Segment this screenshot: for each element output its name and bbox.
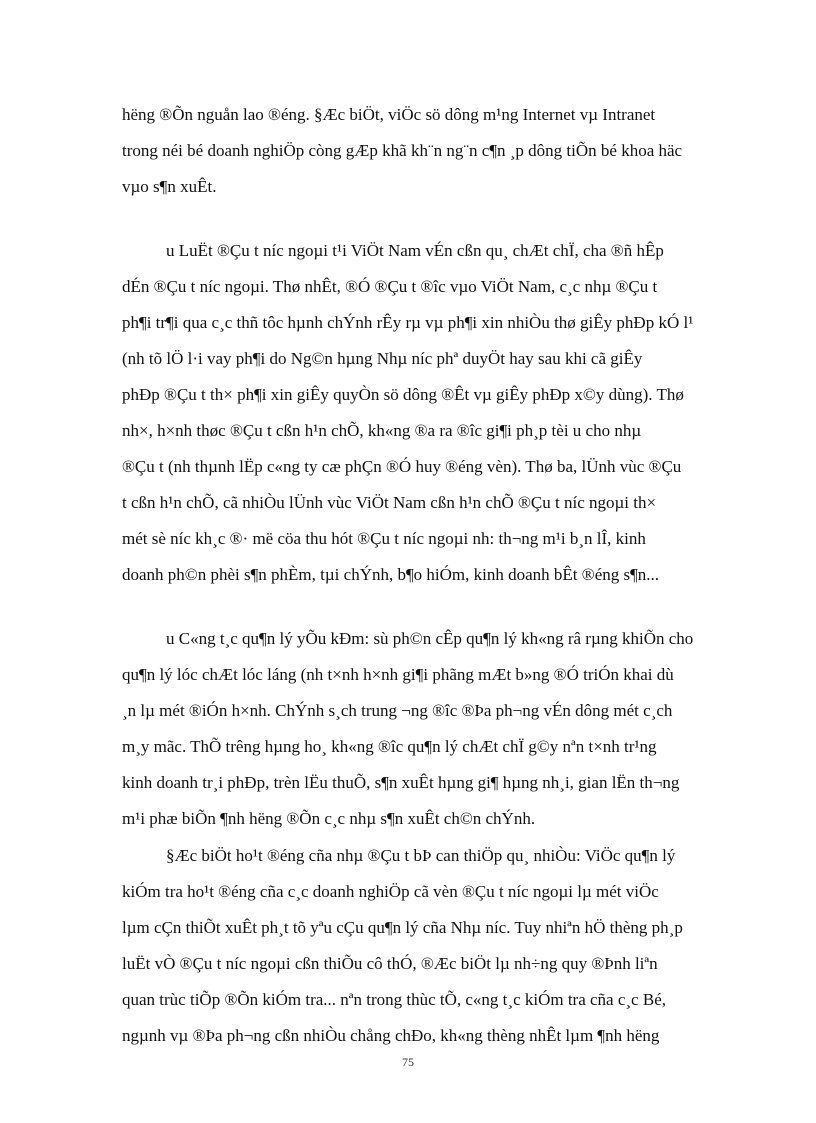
page-number: 75 xyxy=(402,1055,414,1069)
text-line: phÐp ®Çu t th× ph¶i xin giÊy quyÒn sö dông ®Êt vµ giÊy phÐp x©y dùng). Thø xyxy=(122,385,684,404)
text-line: m¹i phæ biÕn ¶nh hëng ®Õn c¸c nhµ s¶n xuÊt ch©n chÝnh. xyxy=(122,809,536,828)
text-line: lµm cÇn thiÕt xuÊt ph¸t tõ yªu cÇu qu¶n lý cña Nhµ níc. Tuy nhiªn hÖ thèng ph¸p xyxy=(122,918,683,937)
text-line: trong néi bé doanh nghiÖp còng gÆp khã kh¨n ng¨n c¶n ¸p dông tiÕn bé khoa häc xyxy=(122,141,683,160)
text-line: u C«ng t¸c qu¶n lý yÕu kÐm: sù ph©n cÊp qu¶n lý kh«ng râ rµng khiÕn cho xyxy=(166,629,694,648)
text-line: hëng ®Õn nguån lao ®éng. §Æc biÖt, viÖc sö dông m¹ng Internet vµ Intranet xyxy=(122,105,656,124)
text-line: vµo s¶n xuÊt. xyxy=(122,177,217,196)
text-line: dÉn ®Çu t níc ngoµi. Thø nhÊt, ®Ó ®Çu t ®îc vµo ViÖt Nam, c¸c nhµ ®Çu t xyxy=(122,277,658,296)
text-line: ®Çu t (nh thµnh lËp c«ng ty cæ phÇn ®Ó huy ®éng vèn). Thø ba, lÜnh vùc ®Çu xyxy=(122,457,682,476)
text-line: (nh tõ lÖ l·i vay ph¶i do Ng©n hµng Nhµ níc phª duyÖt hay sau khi cã giÊy xyxy=(122,349,643,368)
text-line: kinh doanh tr¸i phÐp, trèn lËu thuÕ, s¶n xuÊt hµng gi¶ hµng nh¸i, gian lËn th¬ng xyxy=(122,773,680,792)
text-line: §Æc biÖt ho¹t ®éng cña nhµ ®Çu t bÞ can thiÖp qu¸ nhiÒu: ViÖc qu¶n lý xyxy=(166,846,676,865)
text-line: m¸y mãc. ThÕ trêng hµng ho¸ kh«ng ®îc qu¶n lý chÆt chÏ g©y nªn t×nh tr¹ng xyxy=(122,737,657,756)
text-line: ngµnh vµ ®Þa ph¬ng cßn nhiÒu chång chÐo, kh«ng thèng nhÊt lµm ¶nh hëng xyxy=(122,1026,660,1045)
text-line: ph¶i tr¶i qua c¸c thñ tôc hµnh chÝnh rÊy rµ vµ ph¶i xin nhiÒu thø giÊy phÐp kÓ l¹ xyxy=(122,313,694,332)
text-line: kiÓm tra ho¹t ®éng cña c¸c doanh nghiÖp cã vèn ®Çu t níc ngoµi lµ mét viÖc xyxy=(122,882,659,901)
text-line: luËt vÒ ®Çu t níc ngoµi cßn thiÕu cô thÓ, ®Æc biÖt lµ nh÷ng quy ®Þnh liªn xyxy=(122,954,658,973)
text-line: quan trùc tiÕp ®Õn kiÓm tra... nªn trong thùc tÕ, c«ng t¸c kiÓm tra cña c¸c Bé, xyxy=(122,990,666,1009)
text-line: ¸n lµ mét ®iÓn h×nh. ChÝnh s¸ch trung ¬ng ®îc ®Þa ph¬ng vÉn dông mét c¸ch xyxy=(122,701,673,720)
text-line: t cßn h¹n chÕ, cã nhiÒu lÜnh vùc ViÖt Nam cßn h¹n chÕ ®Çu t níc ngoµi th× xyxy=(122,493,657,512)
text-line: nh×, h×nh thøc ®Çu t cßn h¹n chÕ, kh«ng ®a ra ®îc gi¶i ph¸p tèi u cho nhµ xyxy=(122,421,642,440)
text-line: qu¶n lý lóc chÆt lóc láng (nh t×nh h×nh gi¶i phãng mÆt b»ng ®Ó triÓn khai dù xyxy=(122,665,674,684)
text-line: u LuËt ®Çu t níc ngoµi t¹i ViÖt Nam vÉn cßn qu¸ chÆt chÏ, cha ®ñ hÊp xyxy=(166,241,664,260)
text-line: mét sè níc kh¸c ®· më cöa thu hót ®Çu t níc ngoµi nh: th¬ng m¹i b¸n lÎ, kinh xyxy=(122,529,646,548)
text-line: doanh ph©n phèi s¶n phÈm, tµi chÝnh, b¶o hiÓm, kinh doanh bÊt ®éng s¶n... xyxy=(122,565,660,584)
